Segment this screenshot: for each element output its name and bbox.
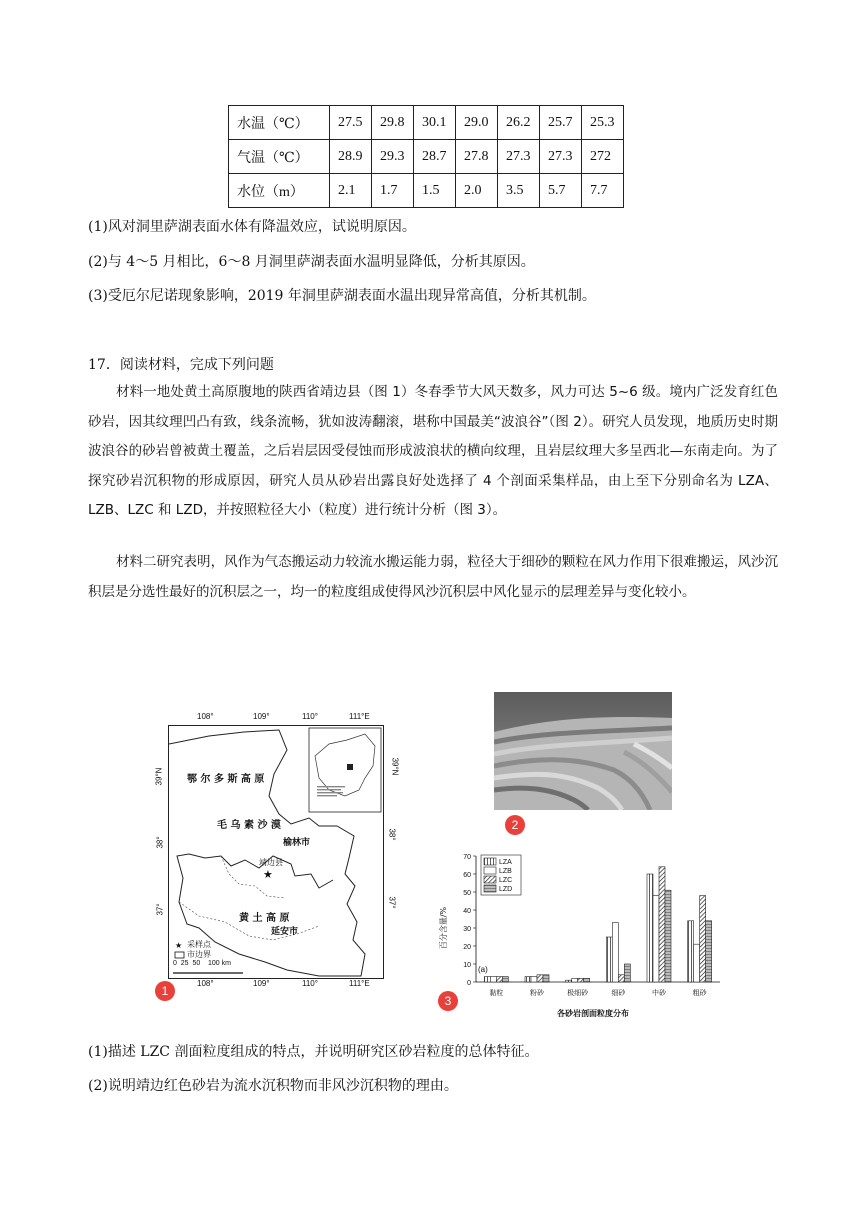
table-row	[229, 140, 624, 174]
label-loess: 黄 土 高 原	[239, 913, 290, 924]
legend-swatch	[484, 867, 496, 874]
chart-svg	[438, 848, 728, 1020]
table-cell: 27.5	[330, 106, 372, 140]
table-cell: 29.8	[372, 106, 414, 140]
figure-3-badge: 3	[438, 991, 458, 1011]
table-cell: 25.3	[582, 106, 624, 140]
wave-valley-photo	[494, 692, 672, 810]
table-cell: 26.2	[498, 106, 540, 140]
y-tick-label: 60	[463, 872, 471, 879]
chart-bars	[484, 867, 711, 982]
table-row	[229, 174, 624, 208]
question-17-1: (1)描述 LZC 剖面粒度组成的特点，并说明研究区砂岩粒度的总体特征。	[88, 1044, 539, 1060]
table-cell: 29.3	[372, 140, 414, 174]
bar-lzd	[584, 978, 590, 982]
map-tick: 111°E	[349, 712, 370, 721]
bar-lzd	[706, 921, 712, 982]
map-tick: 110°	[302, 979, 318, 988]
bar-lza	[525, 977, 531, 982]
bar-lza	[606, 937, 612, 982]
bar-lza	[484, 977, 490, 982]
map-tick: 110°	[302, 712, 318, 721]
bar-lzb	[490, 977, 496, 982]
chart-axes	[463, 854, 720, 997]
bar-lzc	[537, 975, 543, 982]
question-16-3: (3)受厄尔尼诺现象影响，2019 年洞里萨湖表面水温出现异常高值，分析其机制。	[88, 288, 596, 304]
bar-lzb	[531, 977, 537, 982]
study-area-marker	[347, 764, 353, 770]
figure-2-badge: 2	[505, 815, 525, 835]
table-cell: 7.7	[582, 174, 624, 208]
map-tick: 108°	[197, 979, 214, 988]
table-cell: 27.8	[456, 140, 498, 174]
y-tick-label: 30	[463, 926, 471, 933]
bar-lzc	[496, 977, 502, 982]
question-17-title: 17．阅读材料，完成下列问题	[88, 357, 274, 373]
bar-lza	[647, 874, 653, 982]
label-jingbian: 靖边县	[259, 858, 283, 867]
bar-lzb	[694, 944, 700, 982]
map-tick: 111°E	[349, 979, 370, 988]
bar-lzc	[700, 896, 706, 982]
map-tick: 38°	[387, 828, 397, 841]
table-cell: 2.1	[330, 174, 372, 208]
row-label: 气温（℃）	[229, 140, 330, 174]
x-tick-label: 中砂	[652, 989, 666, 997]
bar-lzd	[543, 975, 549, 982]
chart-ylabel: 百分含量/%	[439, 906, 448, 950]
label-ordos: 鄂 尔 多 斯 高 原	[187, 774, 265, 785]
bar-lza	[566, 980, 572, 982]
x-tick-label: 极细砂	[567, 989, 589, 997]
table-cell: 3.5	[498, 174, 540, 208]
label-yulin: 榆林市	[283, 838, 311, 848]
chart-legend	[481, 855, 521, 895]
x-tick-label: 粗砂	[692, 989, 707, 997]
y-tick-label: 10	[463, 962, 471, 969]
legend-sample: 采样点	[187, 940, 211, 949]
bar-lza	[688, 921, 694, 982]
x-tick-label: 细砂	[611, 989, 626, 997]
y-tick-label: 50	[463, 890, 471, 897]
legend-swatch	[484, 858, 496, 865]
question-17-2: (2)说明靖边红色砂岩为流水沉积物而非风沙沉积物的理由。	[88, 1078, 458, 1094]
map-tick: 39°N	[390, 757, 400, 776]
bar-lzb	[612, 923, 618, 982]
grain-size-chart	[438, 848, 728, 1020]
legend-label: LZA	[499, 859, 512, 866]
table-cell: 27.3	[498, 140, 540, 174]
y-tick-label: 20	[463, 944, 471, 951]
table-cell: 25.7	[540, 106, 582, 140]
table-cell: 28.9	[330, 140, 372, 174]
table-cell: 30.1	[414, 106, 456, 140]
map-tick: 109°	[253, 979, 270, 988]
y-tick-label: 70	[463, 854, 471, 861]
bar-lzd	[665, 890, 671, 982]
figure-1-badge: 1	[155, 981, 175, 1001]
map-tick: 37°	[387, 896, 397, 909]
map-tick: 39°N	[154, 767, 164, 786]
question-16-1: (1)风对洞里萨湖表面水体有降温效应，试说明原因。	[88, 219, 416, 235]
bar-lzc	[618, 975, 624, 982]
map-tick: 109°	[253, 712, 270, 721]
legend-label: LZD	[499, 886, 513, 893]
legend-label: LZC	[499, 877, 513, 884]
map-figure	[168, 725, 384, 979]
bar-lzc	[659, 867, 665, 982]
row-label: 水温（℃）	[229, 106, 330, 140]
label-yanan: 延安市	[271, 927, 299, 937]
material-one: 材料一地处黄土高原腹地的陕西省靖边县（图 1）冬春季节大风天数多，风力可达 5~6 级。境内广泛发育红色砂岩，因其纹理凹凸有致，线条流畅，犹如波涛翻滚，堪称中国最美“波浪谷”（图 2）。研究人员发现，地质历史时期波浪谷的砂岩曾被黄土覆盖，之后岩层因受侵蚀而形成波浪状的横向纹理，且岩层纹理大多呈西北—东南走向。为了探究砂岩沉积物的形成原因，研究人员从砂岩出露良好处选择了 4 个剖面采集样品，由上至下分别命名为 LZA、LZB、LZC 和 LZD，并按照粒径大小（粒度）进行统计分析（图 3）。	[88, 384, 778, 518]
table-cell: 29.0	[456, 106, 498, 140]
chart-xlabel: 各砂岩剖面粒度分布	[557, 1009, 629, 1018]
table-cell: 1.5	[414, 174, 456, 208]
table-cell: 1.7	[372, 174, 414, 208]
chart-panel-label: (a)	[478, 965, 488, 974]
map-tick: 38°	[155, 836, 165, 849]
bar-lzb	[653, 896, 659, 982]
legend-label: LZB	[499, 868, 512, 875]
legend-swatch	[484, 876, 496, 883]
wave-valley-image	[494, 692, 672, 810]
table-cell: 28.7	[414, 140, 456, 174]
bar-lzc	[578, 978, 584, 982]
bar-lzb	[572, 978, 578, 982]
table-cell: 27.3	[540, 140, 582, 174]
legend-boundary: 市边界	[187, 950, 211, 959]
legend-boundary-icon	[175, 952, 184, 958]
legend-star-icon: ★	[175, 941, 183, 950]
material-two: 材料二研究表明，风作为气态搬运动力较流水搬运能力弱，粒径大于细砂的颗粒在风力作用下很难搬运，风沙沉积层是分选性最好的沉积层之一，均一的粒度组成使得风沙沉积层中风化显示的层理差异与变化较小。	[88, 554, 778, 600]
y-tick-label: 0	[467, 980, 471, 987]
table-cell: 2.0	[456, 174, 498, 208]
scale-label: 0 25 50 100 km	[173, 960, 231, 967]
x-tick-label: 粉砂	[530, 989, 544, 997]
bar-lzd	[624, 964, 630, 982]
legend-swatch	[484, 885, 496, 892]
table-row	[229, 106, 624, 140]
bar-lzd	[502, 977, 508, 982]
map-tick: 37°	[155, 903, 165, 916]
x-tick-label: 黏粒	[489, 989, 504, 997]
data-table	[228, 105, 624, 208]
y-tick-label: 40	[463, 908, 471, 915]
table-cell: 272	[582, 140, 624, 174]
sample-star-icon: ★	[263, 868, 273, 881]
row-label: 水位（m）	[229, 174, 330, 208]
label-maowusu: 毛 乌 素 沙 漠	[217, 820, 281, 831]
question-16-2: (2)与 4～5 月相比，6～8 月洞里萨湖表面水温明显降低，分析其原因。	[88, 254, 535, 270]
table-cell: 5.7	[540, 174, 582, 208]
map-tick: 108°	[197, 712, 214, 721]
